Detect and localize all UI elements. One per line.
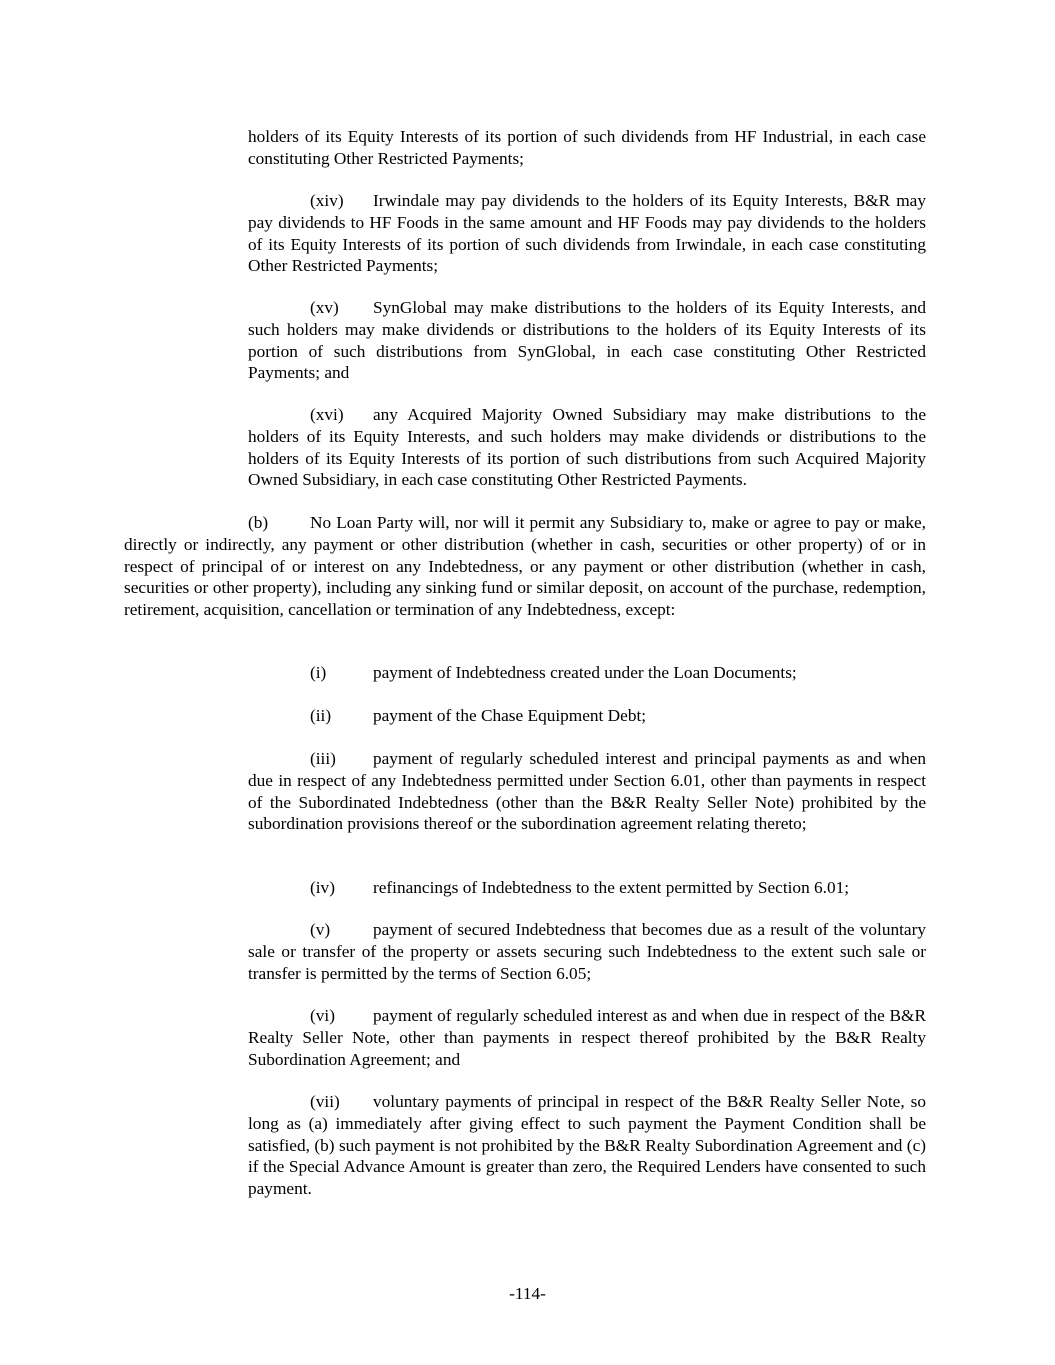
item-xvi <box>248 404 926 491</box>
item-number: (v) <box>310 920 331 939</box>
item-vi <box>248 1005 926 1070</box>
item-number: (i) <box>310 663 327 682</box>
paragraph-text: holders of its Equity Interests of its portion of such dividends from HF Industrial, in each case constituting Other Restricted Payments; <box>248 127 926 168</box>
item-iii <box>248 748 926 835</box>
item-v <box>248 919 926 984</box>
item-number: (vii) <box>310 1092 340 1111</box>
item-text: payment of secured Indebtedness that becomes due as a result of the voluntary sale or transfer of the property or assets securing such Indebtedness to the extent such sale or transfer is permitted by the terms of Section 6.05; <box>248 920 926 983</box>
item-text: refinancings of Indebtedness to the extent permitted by Section 6.01; <box>373 878 850 897</box>
item-number: (xvi) <box>310 405 344 424</box>
item-text: voluntary payments of principal in respect of the B&R Realty Seller Note, so long as (a) immediately after giving effect to such payment the Payment Condition shall be satisfied, (b) such payment is not prohibited by the B&R Realty Subordination Agreement and (c) if the Special Advance Amount is greater than zero, the Required Lenders have consented to such payment. <box>248 1092 926 1199</box>
item-number: (xiv) <box>310 191 344 210</box>
item-text: payment of the Chase Equipment Debt; <box>373 706 647 725</box>
item-xv <box>248 297 926 384</box>
item-number: (ii) <box>310 706 332 725</box>
item-vii <box>248 1091 926 1200</box>
item-iv <box>248 877 926 899</box>
item-number: (iv) <box>310 878 335 897</box>
item-ii <box>248 705 926 727</box>
item-xiv <box>248 190 926 277</box>
section-b-paragraph <box>124 512 926 621</box>
item-text: any Acquired Majority Owned Subsidiary may make distributions to the holders of its Equity Interests, and such holders may make dividends or distributions to the holders of its Equity Interests of its portion of such distributions from such Acquired Majority Owned Subsidiary, in each case constituting Other Restricted Payments. <box>248 405 926 490</box>
page-number: -114- <box>509 1284 546 1303</box>
item-text: SynGlobal may make distributions to the holders of its Equity Interests, and such holders may make dividends or distributions to the holders of its Equity Interests of its portion of such distributions from SynGlobal, in each case constituting Other Restricted Payments; and <box>248 298 926 383</box>
item-text: payment of Indebtedness created under the Loan Documents; <box>373 663 797 682</box>
section-text: No Loan Party will, nor will it permit any Subsidiary to, make or agree to pay or make, directly or indirectly, any payment or other distribution (whether in cash, securities or other property) of or in respect of principal of or interest on any Indebtedness, or any payment or other distribution (whether in cash, securities or other property), including any sinking fund or similar deposit, on account of the purchase, redemption, retirement, acquisition, cancellation or termination of any Indebtedness, except: <box>124 513 926 620</box>
item-text: payment of regularly scheduled interest and principal payments as and when due in respect of any Indebtedness permitted under Section 6.01, other than payments in respect of the Subordinated Indebtedness (other than the B&R Realty Seller Note) prohibited by the subordination provisions thereof or the subordination agreement relating thereto; <box>248 749 926 834</box>
item-text: Irwindale may pay dividends to the holders of its Equity Interests, B&R may pay dividends to HF Foods in the same amount and HF Foods may pay dividends to the holders of its Equity Interests of its portion of such dividends from Irwindale, in each case constituting Other Restricted Payments; <box>248 191 926 276</box>
continuation-paragraph <box>248 126 926 170</box>
item-number: (vi) <box>310 1006 335 1025</box>
section-number: (b) <box>248 513 269 532</box>
item-number: (xv) <box>310 298 339 317</box>
item-number: (iii) <box>310 749 336 768</box>
item-text: payment of regularly scheduled interest as and when due in respect of the B&R Realty Seller Note, other than payments in respect thereof prohibited by the B&R Realty Subordination Agreement; and <box>248 1006 926 1069</box>
item-i <box>248 662 926 684</box>
